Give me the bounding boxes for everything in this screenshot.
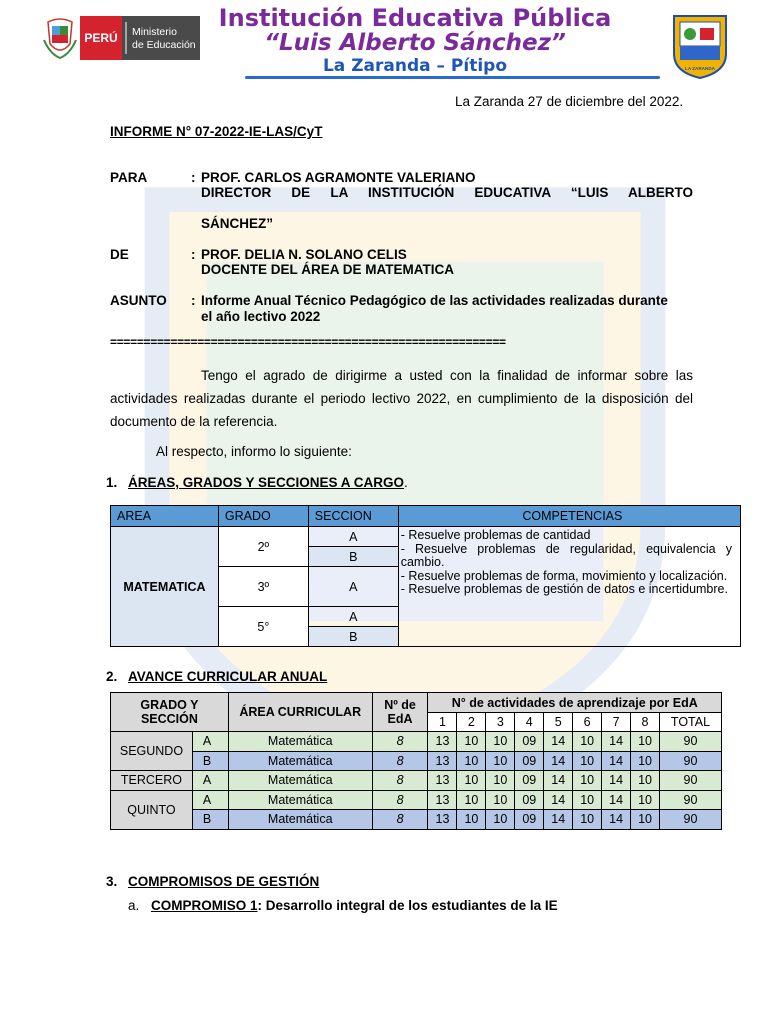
ministry-logo [42, 14, 202, 62]
section1-title: ÁREAS, GRADOS Y SECCIONES A CARGO [128, 475, 405, 490]
section-cell: B [308, 547, 398, 567]
activity-count-cell: 14 [602, 790, 631, 810]
th-eda-col: 3 [486, 713, 515, 732]
th-total-col: TOTAL [659, 713, 721, 732]
de-name: PROF. DELIA N. SOLANO CELIS [201, 247, 407, 262]
para-name: PROF. CARLOS AGRAMONTE VALERIANO [201, 170, 476, 185]
compromiso-text: : Desarrollo integral de los estudiantes de la IE [257, 898, 558, 913]
section3-number: 3. [106, 874, 118, 889]
activity-count-cell: 13 [428, 790, 457, 810]
th-eda-line1: Nº de [384, 698, 416, 712]
competencia-item: - Resuelve problemas de regularidad, equivalencia y cambio. [400, 541, 732, 569]
section-cell: A [308, 607, 398, 627]
th-eda-col: 2 [457, 713, 486, 732]
activity-count-cell: 10 [457, 771, 486, 791]
para-position-cont: SÁNCHEZ” [201, 216, 274, 231]
peru-shield-icon [44, 19, 76, 58]
section1-number: 1. [106, 475, 118, 490]
eda-count-cell: 8 [372, 771, 428, 791]
activity-count-cell: 13 [428, 732, 457, 752]
areas-table-header [111, 506, 741, 527]
curriculum-table-body [111, 732, 722, 830]
section3-item-letter: a. [128, 898, 140, 913]
activity-count-cell: 10 [631, 732, 660, 752]
activity-count-cell: 10 [573, 790, 602, 810]
th-seccion: SECCION [308, 506, 398, 527]
asunto-colon: : [191, 293, 196, 308]
th-eda-col: 1 [428, 713, 457, 732]
asunto-line1: Informe Anual Técnico Pedagógico de las actividades realizadas durante [201, 293, 668, 308]
activity-count-cell: 14 [544, 771, 573, 791]
activity-count-cell: 10 [573, 732, 602, 752]
section-cell: B [308, 627, 398, 647]
th-grado-seccion [111, 693, 229, 732]
competencia-item: - Resuelve problemas de gestión de datos e incertidumbre. [400, 582, 728, 596]
separator-line: =========================================================== [110, 335, 506, 349]
section-cell: A [308, 567, 398, 607]
activity-count-cell: 10 [486, 771, 515, 791]
table-row [111, 527, 741, 547]
th-eda-col: 8 [631, 713, 660, 732]
areas-table [110, 505, 741, 647]
section-cell: A [192, 771, 228, 791]
school-type-title: Institución Educativa Pública [218, 4, 612, 32]
activity-count-cell: 10 [631, 810, 660, 830]
th-area: AREA [111, 506, 219, 527]
para-position: DIRECTOR DE LA INSTITUCIÓN EDUCATIVA “LUIS ALBERTO [201, 185, 693, 200]
activity-count-cell: 09 [515, 810, 544, 830]
th-activities: N° de actividades de aprendizaje por EdA [428, 693, 722, 713]
activity-count-cell: 10 [486, 732, 515, 752]
section-cell: B [192, 810, 228, 830]
table-row [111, 771, 722, 791]
activity-count-cell: 14 [602, 751, 631, 771]
de-label: DE [110, 247, 129, 262]
activity-count-cell: 10 [457, 810, 486, 830]
document-header [0, 0, 768, 82]
area-cell: Matemática [228, 751, 372, 771]
activity-count-cell: 14 [544, 790, 573, 810]
grade-cell: 2º [218, 527, 308, 567]
de-position: DOCENTE DEL ÁREA DE MATEMATICA [201, 262, 454, 277]
grade-cell: 3º [218, 567, 308, 607]
section3-title: COMPROMISOS DE GESTIÓN [128, 874, 320, 889]
school-crest-icon [672, 14, 728, 80]
total-cell: 90 [659, 790, 721, 810]
activity-count-cell: 09 [515, 790, 544, 810]
curriculum-table [110, 692, 722, 830]
table-row [111, 790, 722, 810]
area-cell: Matemática [228, 790, 372, 810]
section-cell: A [308, 527, 398, 547]
header-divider [245, 76, 660, 79]
report-title: INFORME N° 07-2022-IE-LAS/CyT [110, 124, 323, 139]
section3-item [151, 898, 558, 913]
grade-cell: QUINTO [111, 790, 193, 829]
activity-count-cell: 10 [573, 751, 602, 771]
section2-number: 2. [106, 669, 118, 684]
para-colon: : [191, 170, 196, 185]
eda-count-cell: 8 [372, 751, 428, 771]
school-name-title: “Luis Alberto Sánchez” [264, 30, 566, 56]
activity-count-cell: 10 [573, 810, 602, 830]
compromiso-label: COMPROMISO 1 [151, 898, 258, 913]
body-line-2: actividades realizadas durante el periodo lectivo 2022, en cumplimiento de la disposición del [110, 391, 693, 406]
activity-count-cell: 14 [544, 751, 573, 771]
th-eda-col: 5 [544, 713, 573, 732]
th-grado: GRADO [218, 506, 308, 527]
grade-cell: TERCERO [111, 771, 193, 791]
activity-count-cell: 13 [428, 771, 457, 791]
th-eda-col: 4 [515, 713, 544, 732]
eda-count-cell: 8 [372, 732, 428, 752]
school-location-title: La Zaranda – Pítipo [322, 56, 508, 76]
activity-count-cell: 13 [428, 751, 457, 771]
activity-count-cell: 14 [602, 771, 631, 791]
total-cell: 90 [659, 751, 721, 771]
logo-ministry-line1: Ministerio [132, 26, 177, 38]
activity-count-cell: 10 [573, 771, 602, 791]
activity-count-cell: 09 [515, 751, 544, 771]
table-row [111, 732, 722, 752]
crest-text: LA ZARANDA [685, 66, 715, 71]
activity-count-cell: 10 [631, 751, 660, 771]
para-label: PARA [110, 170, 148, 185]
activity-count-cell: 13 [428, 810, 457, 830]
activity-count-cell: 09 [515, 732, 544, 752]
th-grado-line1: GRADO Y [140, 698, 199, 712]
activity-count-cell: 10 [486, 810, 515, 830]
asunto-label: ASUNTO [110, 293, 167, 308]
activity-count-cell: 14 [544, 732, 573, 752]
grade-cell: SEGUNDO [111, 732, 193, 771]
de-colon: : [191, 247, 196, 262]
section1-trailing: . [404, 475, 408, 490]
activity-count-cell: 10 [457, 790, 486, 810]
body-line-1: Tengo el agrado de dirigirme a usted con la finalidad de informar sobre las [201, 368, 693, 383]
activity-count-cell: 14 [544, 810, 573, 830]
area-cell: Matemática [228, 771, 372, 791]
table-row [111, 810, 722, 830]
activity-count-cell: 10 [457, 732, 486, 752]
competencia-item: - Resuelve problemas de forma, movimiento y localización. [400, 568, 728, 583]
area-cell: Matemática [228, 810, 372, 830]
competencias-cell [398, 527, 740, 647]
date-line: La Zaranda 27 de diciembre del 2022. [455, 94, 684, 109]
th-eda-col: 7 [602, 713, 631, 732]
th-eda-col: 6 [573, 713, 602, 732]
th-competencias: COMPETENCIAS [398, 506, 740, 527]
th-grado-line2: SECCIÓN [140, 712, 198, 726]
total-cell: 90 [659, 732, 721, 752]
al-respecto-line: Al respecto, informo lo siguiente: [156, 444, 352, 459]
grade-cell: 5° [218, 607, 308, 647]
area-cell: Matemática [228, 732, 372, 752]
asunto-line2: el año lectivo 2022 [201, 309, 321, 324]
section-cell: A [192, 732, 228, 752]
th-area-curricular: ÁREA CURRICULAR [228, 693, 372, 732]
activity-count-cell: 10 [631, 771, 660, 791]
curriculum-header-row [111, 693, 722, 713]
logo-ministry-line2: de Educación [132, 39, 196, 51]
section2-title: AVANCE CURRICULAR ANUAL [128, 669, 328, 684]
table-row [111, 751, 722, 771]
section1-heading [128, 475, 408, 490]
activity-count-cell: 09 [515, 771, 544, 791]
eda-count-cell: 8 [372, 790, 428, 810]
activity-count-cell: 10 [486, 790, 515, 810]
competencia-item: - Resuelve problemas de cantidad [400, 528, 591, 542]
section-cell: A [192, 790, 228, 810]
activity-count-cell: 10 [631, 790, 660, 810]
total-cell: 90 [659, 771, 721, 791]
section-cell: B [192, 751, 228, 771]
activity-count-cell: 14 [602, 732, 631, 752]
th-eda-line2: EdA [387, 712, 413, 726]
activity-count-cell: 14 [602, 810, 631, 830]
th-num-eda [372, 693, 428, 732]
body-line-3: documento de la referencia. [110, 414, 278, 429]
logo-country-text: PERÚ [84, 31, 118, 45]
activity-count-cell: 10 [486, 751, 515, 771]
area-cell: MATEMATICA [111, 527, 219, 647]
eda-count-cell: 8 [372, 810, 428, 830]
total-cell: 90 [659, 810, 721, 830]
activity-count-cell: 10 [457, 751, 486, 771]
